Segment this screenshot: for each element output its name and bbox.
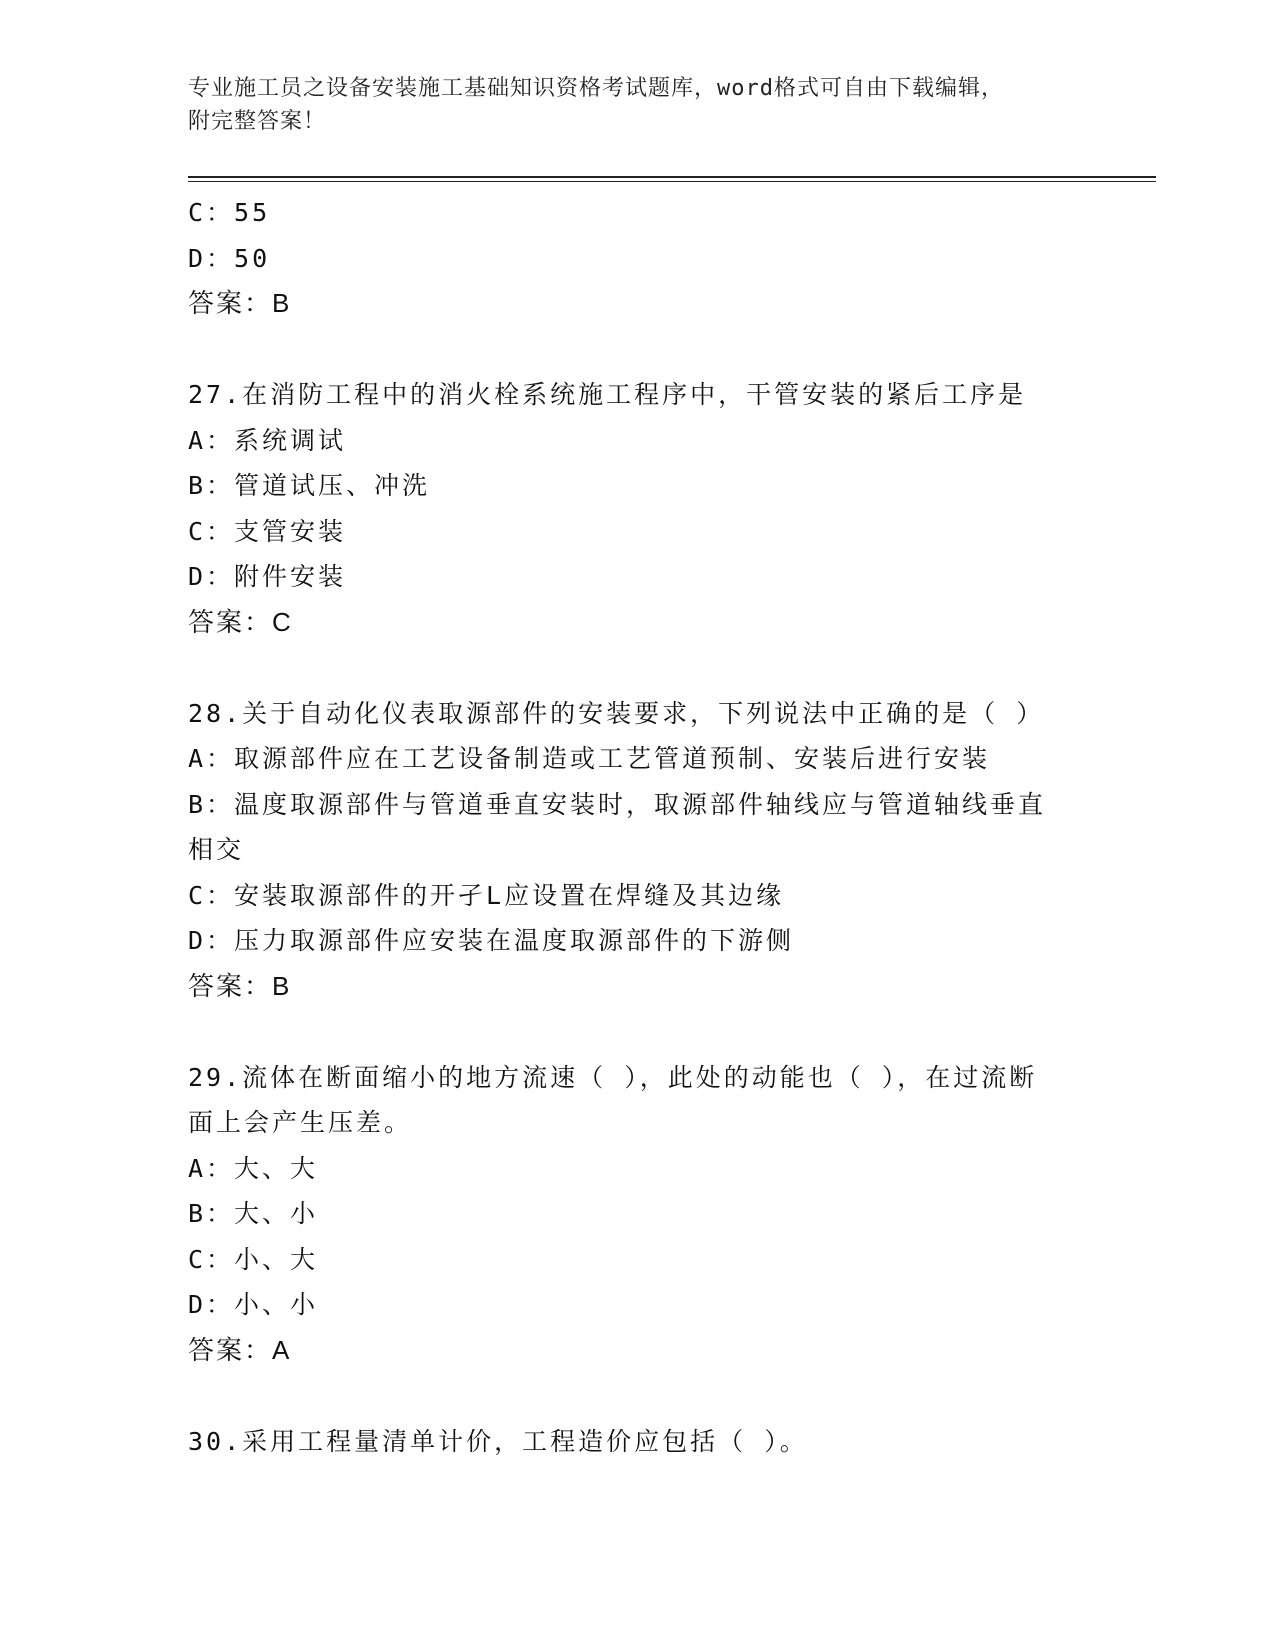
answer-line: 答案：B [188,288,292,318]
question-stem: 29.流体在断面缩小的地方流速（ ），此处的动能也（ ），在过流断 [188,1062,1038,1092]
option-c: C：支管安装 [188,516,347,546]
option-d: D：压力取源部件应安装在温度取源部件的下游侧 [188,926,795,955]
spacer [188,1373,1088,1419]
question-content [188,190,1088,1464]
question-29 [188,1055,1088,1374]
header-line-2: 附完整答案！ [188,109,327,134]
header-divider-thin [188,181,1156,182]
option-b: B：大、小 [188,1199,319,1228]
question-27 [188,372,1088,645]
option-a: A：系统调试 [188,425,347,455]
question-30 [188,1419,1088,1465]
header-divider-thick [188,176,1156,178]
spacer [188,645,1088,691]
option-d: D：小、小 [188,1290,319,1319]
header-line-1: 专业施工员之设备安装施工基础知识资格考试题库，word格式可自由下载编辑， [188,76,1004,101]
option-d: D：50 [188,243,271,273]
answer-line: 答案：C [188,606,293,637]
question-stem: 27.在消防工程中的消火栓系统施工程序中，干管安装的紧后工序是 [188,380,1027,409]
spacer [188,327,1088,373]
option-c: C：安装取源部件的开孑L应设置在焊缝及其边缘 [188,880,785,910]
question-28 [188,691,1088,1010]
option-b: B：温度取源部件与管道垂直安装时，取源部件轴线应与管道轴线垂直 [188,789,1047,819]
option-a: A：取源部件应在工艺设备制造或工艺管道预制、安装后进行安装 [188,744,991,773]
option-d: D：附件安装 [188,562,347,591]
option-b: B：管道试压、冲洗 [188,471,431,500]
question-stem-continued: 面上会产生压差。 [188,1108,413,1137]
document-header [188,72,1068,138]
spacer [188,1009,1088,1055]
answer-line: 答案：B [188,970,292,1001]
option-b-continued: 相交 [188,835,245,864]
prev-question-block [188,190,1088,327]
option-c: C：55 [188,198,271,227]
answer-line: 答案：A [188,1334,292,1365]
option-a: A：大、大 [188,1153,319,1183]
option-c: C：小、大 [188,1244,319,1274]
question-stem: 28.关于自动化仪表取源部件的安装要求，下列说法中正确的是（ ） [188,698,1045,728]
question-stem: 30.采用工程量清单计价，工程造价应包括（ ）。 [188,1426,808,1456]
